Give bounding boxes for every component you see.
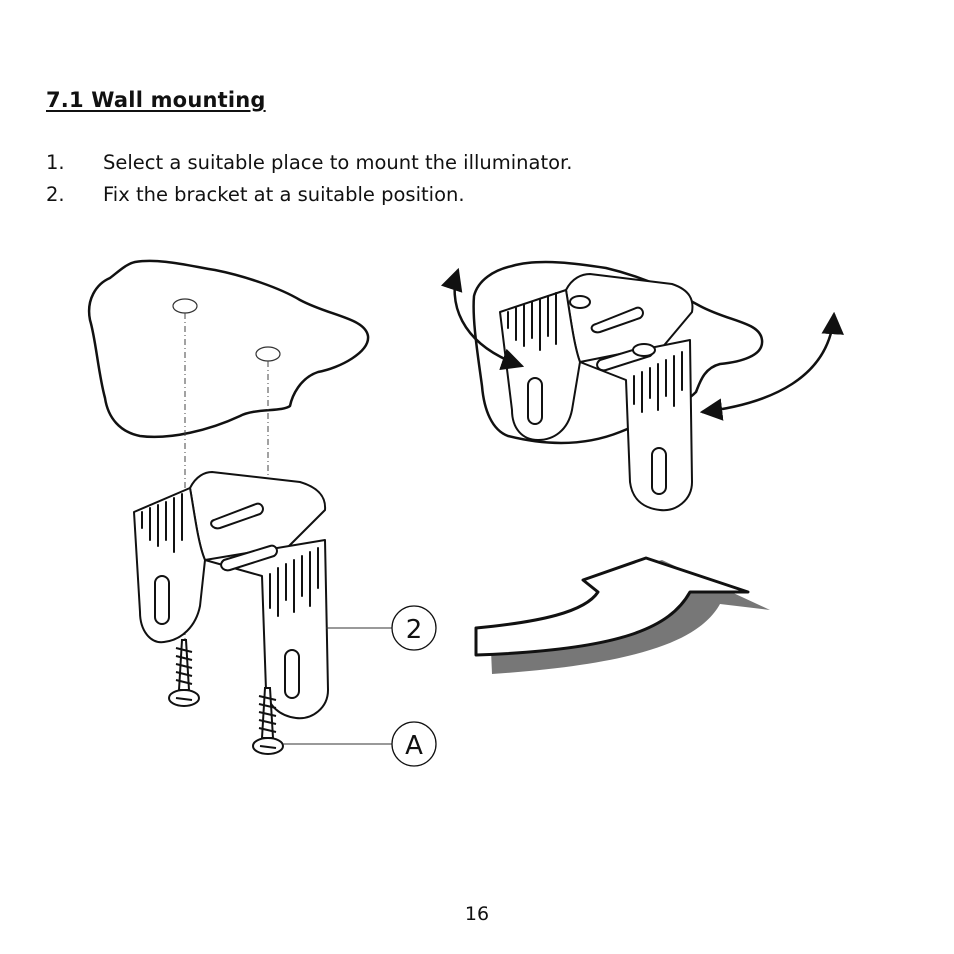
step-text: Fix the bracket at a suitable position. (103, 183, 465, 206)
section-heading: 7.1 Wall mounting (46, 88, 266, 112)
screw-left (169, 640, 199, 706)
step-number: 1. (46, 151, 65, 174)
callout-bracket (326, 606, 436, 650)
callout-screw (283, 722, 436, 766)
callout-label-screw: A (405, 731, 423, 761)
step-number: 2. (46, 183, 65, 206)
callout-label-bracket: 2 (405, 615, 423, 645)
step-text: Select a suitable place to mount the illuminator. (103, 151, 573, 174)
page-number: 16 (464, 903, 490, 925)
wall-surface-left (89, 261, 368, 437)
progression-arrow (476, 558, 770, 674)
bracket-left (134, 472, 328, 718)
